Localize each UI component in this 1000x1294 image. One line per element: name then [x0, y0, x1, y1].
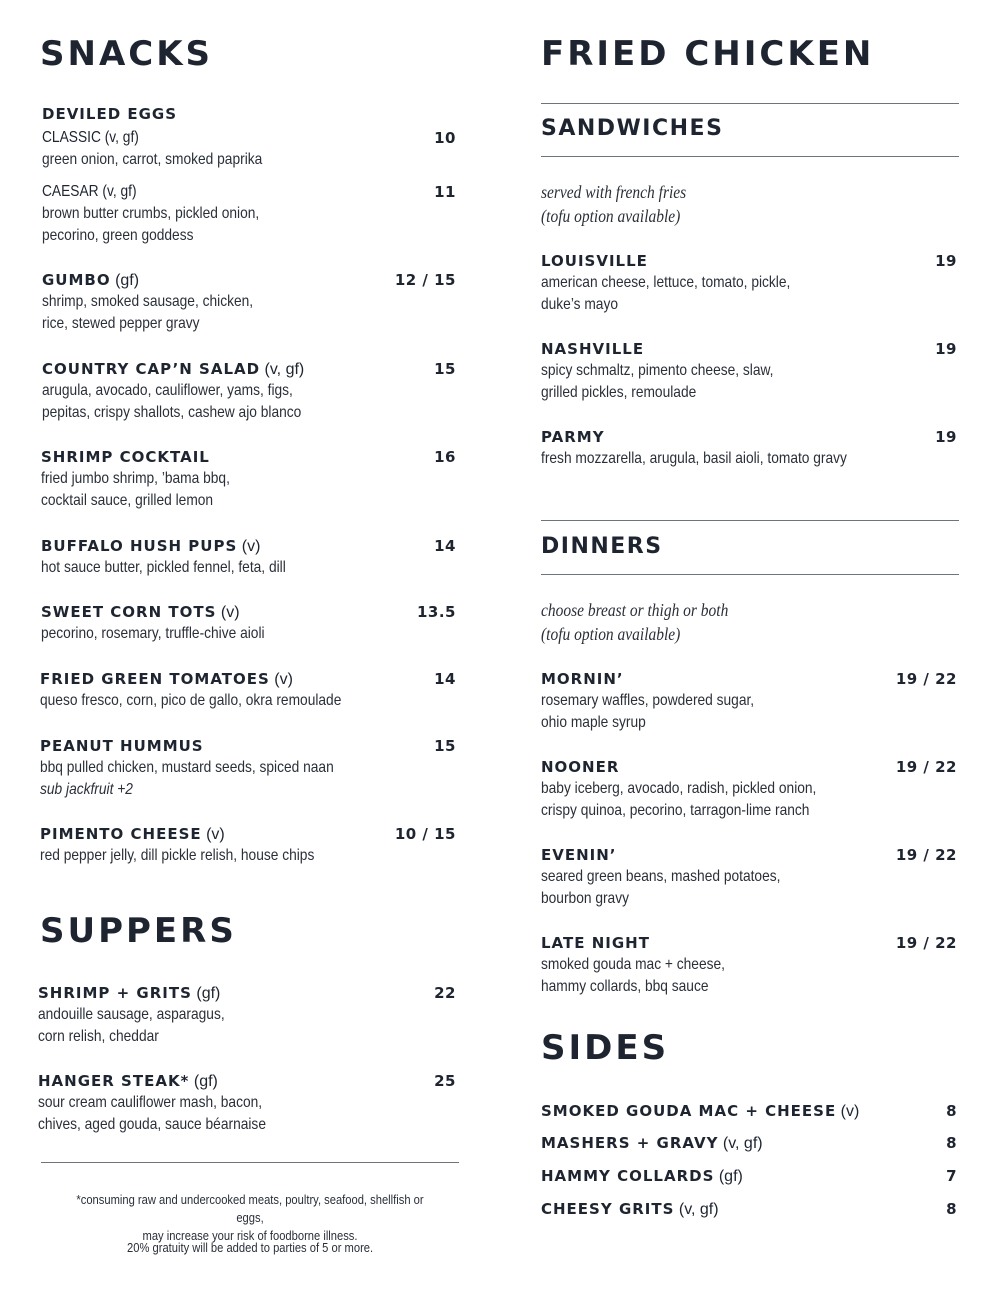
menu-item-sweet-corn-tots — [41, 601, 456, 645]
item-tag: (gf) — [718, 1168, 743, 1185]
item-name: EVENIN’ — [541, 846, 617, 864]
item-tag: (gf) — [193, 1073, 218, 1090]
item-desc: seared green beans, mashed potatoes, — [541, 868, 781, 885]
item-desc: brown butter crumbs, pickled onion, — [42, 205, 260, 222]
item-tag: (v, gf) — [722, 1135, 763, 1152]
deviled-eggs-caesar — [42, 181, 456, 246]
footer-line: may increase your risk of foodborne illness. — [142, 1228, 358, 1243]
item-price: 14 — [434, 670, 456, 688]
note-line: served with french fries — [541, 182, 687, 202]
item-name: BUFFALO HUSH PUPS — [41, 537, 238, 555]
side-item-mashers — [541, 1132, 957, 1154]
item-desc: corn relish, cheddar — [38, 1027, 159, 1045]
menu-item-mornin — [541, 668, 957, 733]
item-price: 10 — [434, 129, 456, 147]
footer-line: 20% gratuity will be added to parties of 5 or more. — [126, 1240, 374, 1255]
menu-item-louisville — [541, 250, 957, 315]
dinners-note — [541, 598, 728, 646]
item-name: GUMBO — [42, 271, 111, 289]
item-desc: grilled pickles, remoulade — [541, 383, 697, 401]
menu-item-shrimp-grits — [38, 982, 456, 1047]
item-name: COUNTRY CAP’N SALAD — [42, 360, 261, 378]
dinners-top-rule — [541, 520, 959, 521]
item-tag: (v) — [241, 538, 261, 555]
item-desc: chives, aged gouda, sauce béarnaise — [38, 1115, 266, 1133]
item-price: 19 — [935, 340, 957, 358]
item-name: HANGER STEAK* — [38, 1072, 190, 1090]
item-tag: (v) — [840, 1103, 860, 1120]
item-name: PARMY — [541, 428, 605, 446]
item-desc: rosemary waffles, powdered sugar, — [541, 692, 755, 709]
item-price: 13.5 — [416, 603, 456, 621]
item-desc: hammy collards, bbq sauce — [541, 977, 709, 995]
menu-item-late-night — [541, 932, 957, 997]
item-name: PEANUT HUMMUS — [40, 737, 204, 755]
item-name: CHEESY GRITS — [541, 1200, 675, 1218]
menu-item-pimento-cheese — [40, 823, 456, 867]
item-name: SHRIMP COCKTAIL — [41, 448, 210, 466]
item-substitution: sub jackfruit +2 — [40, 780, 133, 798]
menu-item-shrimp-cocktail — [41, 446, 456, 511]
item-price: 25 — [434, 1072, 456, 1090]
item-name: NOONER — [541, 758, 620, 776]
side-item-cheesy-grits — [541, 1198, 957, 1220]
side-item-gouda-mac — [541, 1100, 957, 1122]
item-price: 22 — [434, 984, 456, 1002]
item-price: 8 — [946, 1134, 957, 1152]
note-line: (tofu option available) — [541, 206, 681, 226]
item-desc: hot sauce butter, pickled fennel, feta, dill — [41, 559, 286, 576]
item-desc: red pepper jelly, dill pickle relish, house chips — [40, 847, 315, 864]
sides-heading: SIDES — [541, 1028, 670, 1068]
menu-item-country-capn-salad — [42, 358, 456, 423]
item-desc: smoked gouda mac + cheese, — [541, 956, 725, 973]
item-price: 19 — [935, 428, 957, 446]
fried-chicken-heading: FRIED CHICKEN — [541, 34, 875, 74]
item-price: 19 — [935, 252, 957, 270]
sandwiches-bottom-rule — [541, 156, 959, 157]
footer-line: *consuming raw and undercooked meats, poultry, seafood, shellfish or eggs, — [76, 1192, 424, 1225]
item-price: 16 — [434, 448, 456, 466]
item-desc: green onion, carrot, smoked paprika — [42, 151, 263, 168]
item-price: 12 / 15 — [394, 271, 456, 289]
item-tag: (v) — [206, 826, 225, 843]
menu-item-gumbo — [42, 269, 456, 334]
deviled-eggs-classic — [42, 127, 456, 171]
note-line: choose breast or thigh or both — [541, 600, 729, 620]
item-name: FRIED GREEN TOMATOES — [40, 670, 270, 688]
item-tag: (v, gf) — [264, 361, 305, 378]
item-desc: bourbon gravy — [541, 889, 629, 907]
item-name: LOUISVILLE — [541, 252, 648, 270]
item-tag: (gf) — [196, 985, 221, 1002]
item-desc: queso fresco, corn, pico de gallo, okra remoulade — [40, 692, 342, 709]
item-price: 15 — [434, 737, 456, 755]
menu-item-nashville — [541, 338, 957, 403]
item-price: 8 — [946, 1200, 957, 1218]
item-price: 8 — [946, 1102, 957, 1120]
item-desc: pecorino, green goddess — [42, 226, 194, 244]
item-desc: andouille sausage, asparagus, — [38, 1006, 225, 1023]
menu-item-nooner — [541, 756, 957, 821]
dinners-bottom-rule — [541, 574, 959, 575]
menu-item-buffalo-hush-pups — [41, 535, 456, 579]
item-price: 7 — [946, 1167, 957, 1185]
item-tag: (v, gf) — [678, 1201, 719, 1218]
sandwiches-heading: SANDWICHES — [541, 116, 724, 141]
item-price: 14 — [434, 537, 456, 555]
item-tag: (gf) — [115, 272, 140, 289]
menu-item-fried-green-tomatoes — [40, 668, 456, 712]
menu-item-parmy — [541, 426, 957, 470]
item-desc: duke’s mayo — [541, 295, 618, 313]
item-desc: fresh mozzarella, arugula, basil aioli, tomato gravy — [541, 450, 847, 467]
item-desc: fried jumbo shrimp, ’bama bbq, — [41, 470, 230, 487]
item-name: SWEET CORN TOTS — [41, 603, 217, 621]
dinners-heading: DINNERS — [541, 534, 663, 559]
item-price: 10 / 15 — [394, 825, 456, 843]
variant-name: CAESAR (v, gf) — [42, 183, 137, 200]
menu-item-evenin — [541, 844, 957, 909]
footer-divider — [41, 1162, 459, 1163]
item-name: PIMENTO CHEESE — [40, 825, 202, 843]
item-desc: pecorino, rosemary, truffle-chive aioli — [41, 625, 265, 642]
snacks-heading: SNACKS — [40, 34, 214, 74]
item-price: 15 — [434, 360, 456, 378]
item-price: 19 / 22 — [895, 670, 957, 688]
item-desc: baby iceberg, avocado, radish, pickled onion, — [541, 780, 817, 797]
item-desc: sour cream cauliflower mash, bacon, — [38, 1094, 263, 1111]
item-tag: (v) — [220, 604, 240, 621]
item-tag: (v) — [274, 671, 293, 688]
note-line: (tofu option available) — [541, 624, 681, 644]
deviled-eggs-item — [42, 103, 456, 125]
variant-name: CLASSIC (v, gf) — [42, 129, 139, 146]
item-name: SMOKED GOUDA MAC + CHEESE — [541, 1102, 837, 1120]
menu-item-hanger-steak — [38, 1070, 456, 1135]
item-desc: crispy quinoa, pecorino, tarragon-lime ranch — [541, 801, 810, 819]
item-name: DEVILED EGGS — [42, 105, 178, 123]
item-desc: spicy schmaltz, pimento cheese, slaw, — [541, 362, 774, 379]
item-desc: rice, stewed pepper gravy — [42, 314, 200, 332]
item-desc: american cheese, lettuce, tomato, pickle, — [541, 274, 791, 291]
item-desc: arugula, avocado, cauliflower, yams, figs, — [42, 382, 293, 399]
suppers-heading: SUPPERS — [40, 911, 237, 951]
item-price: 19 / 22 — [895, 934, 957, 952]
item-name: SHRIMP + GRITS — [38, 984, 192, 1002]
item-price: 11 — [434, 183, 456, 201]
item-name: MORNIN’ — [541, 670, 624, 688]
menu-item-peanut-hummus — [40, 735, 456, 800]
item-name: LATE NIGHT — [541, 934, 650, 952]
item-desc: pepitas, crispy shallots, cashew ajo blanco — [42, 403, 302, 421]
item-name: NASHVILLE — [541, 340, 645, 358]
side-item-hammy-collards — [541, 1165, 957, 1187]
item-name: HAMMY COLLARDS — [541, 1167, 715, 1185]
sandwiches-top-rule — [541, 103, 959, 104]
item-price: 19 / 22 — [895, 758, 957, 776]
item-desc: ohio maple syrup — [541, 713, 646, 731]
item-desc: cocktail sauce, grilled lemon — [41, 491, 214, 509]
footer-disclaimer — [40, 1191, 460, 1245]
footer-gratuity — [40, 1239, 460, 1257]
item-desc: shrimp, smoked sausage, chicken, — [42, 293, 254, 310]
item-price: 19 / 22 — [895, 846, 957, 864]
item-name: MASHERS + GRAVY — [541, 1134, 719, 1152]
item-desc: bbq pulled chicken, mustard seeds, spiced naan — [40, 759, 334, 776]
sandwiches-note — [541, 180, 686, 228]
